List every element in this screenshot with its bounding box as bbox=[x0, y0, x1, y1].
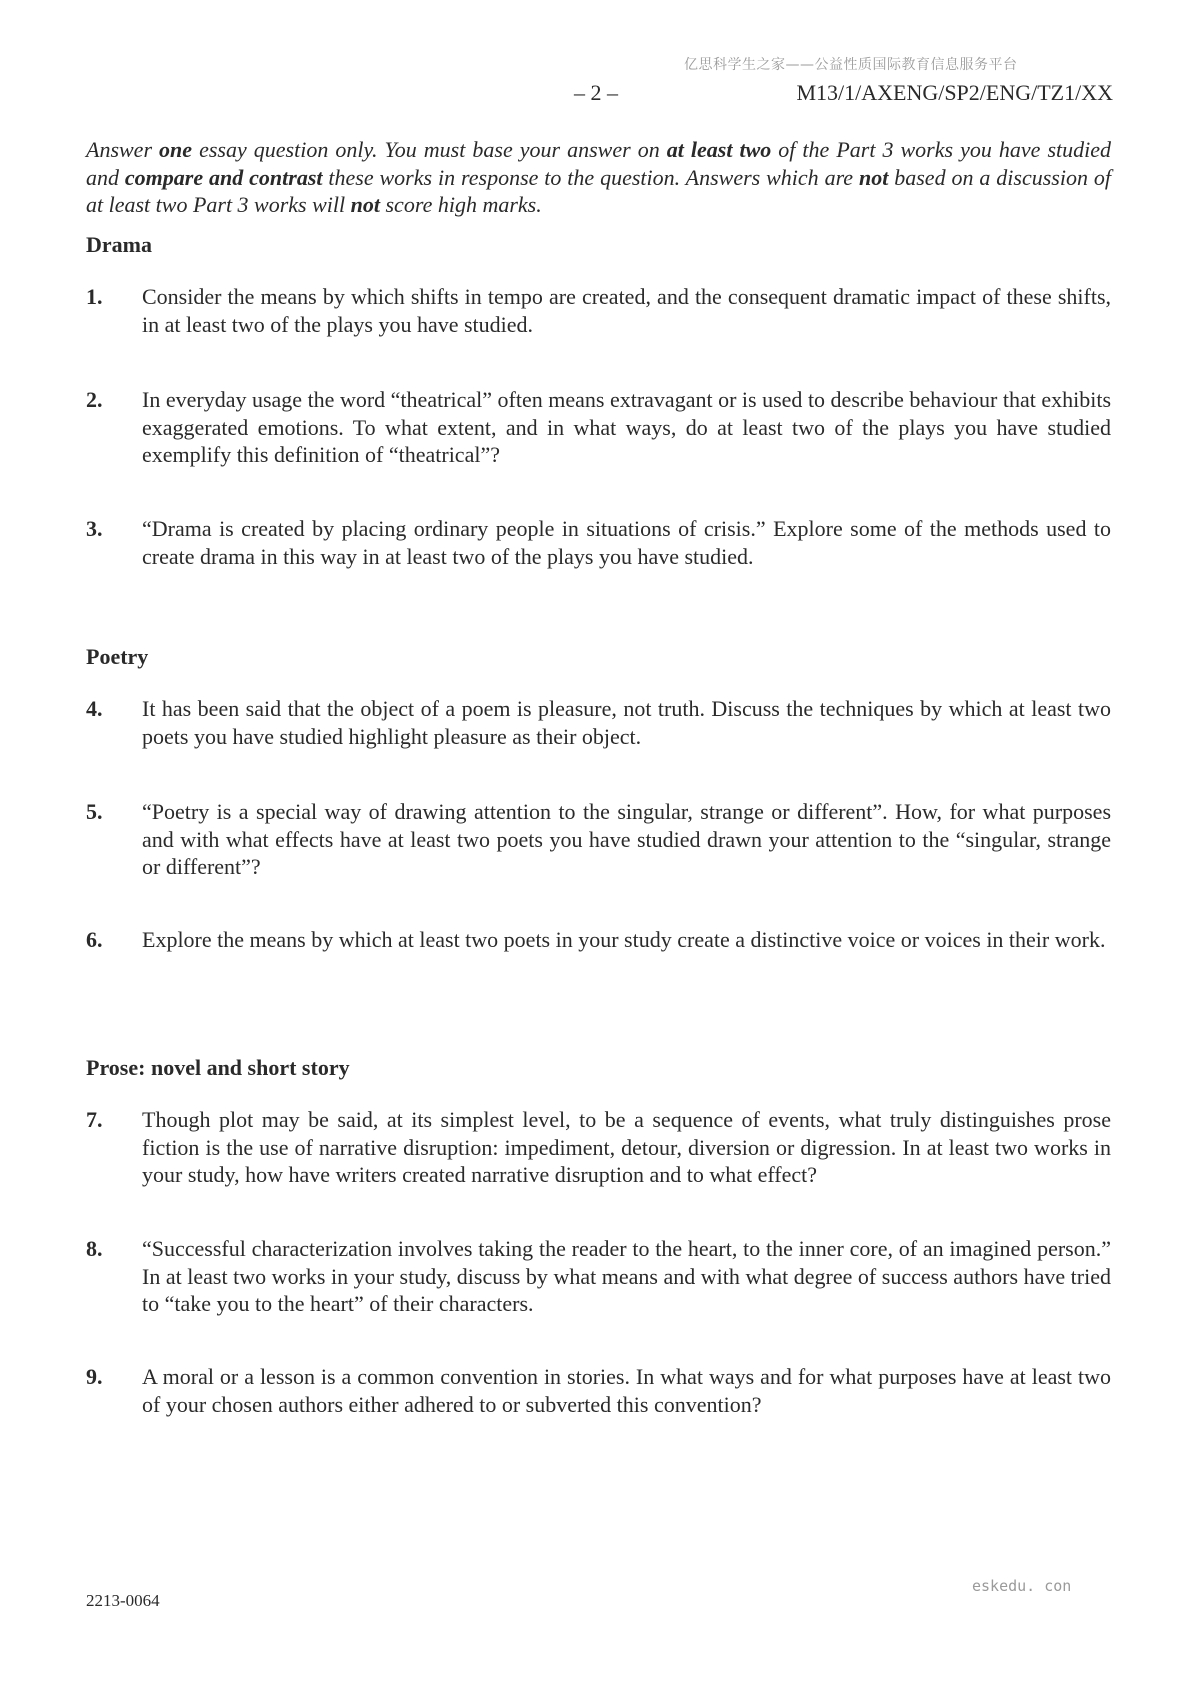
question-8 bbox=[86, 1235, 1111, 1318]
section-heading-poetry: Poetry bbox=[86, 644, 149, 669]
footer-watermark: eskedu. con bbox=[972, 1577, 1072, 1595]
question-3 bbox=[86, 515, 1111, 570]
question-text: “Drama is created by placing ordinary people in situations of crisis.” Explore some of the methods used to create drama in this way in at least two of the plays you have studied. bbox=[142, 516, 1111, 569]
question-5 bbox=[86, 798, 1111, 881]
section-heading-prose: Prose: novel and short story bbox=[86, 1055, 350, 1080]
header-watermark: 亿思科学生之家——公益性质国际教育信息服务平台 bbox=[684, 57, 1018, 73]
question-text: “Poetry is a special way of drawing attention to the singular, strange or different”. How, for what purposes and with what effects have at least two poets you have studied drawn your attention to the “singular, strange or different”? bbox=[142, 799, 1111, 879]
question-number: 5. bbox=[86, 799, 103, 824]
question-number: 3. bbox=[86, 516, 103, 541]
instructions: Answer one essay question only. You must base your answer on at least two of the Part 3 works you have studied and compare and contrast these works in response to the question. Answers which are not based on a discussion of at least two Part 3 works will not score high marks. bbox=[86, 137, 1112, 217]
question-2 bbox=[86, 386, 1111, 469]
question-text: Consider the means by which shifts in tempo are created, and the consequent dramatic impact of these shifts, in at least two of the plays you have studied. bbox=[142, 284, 1111, 337]
question-number: 4. bbox=[86, 696, 103, 721]
question-text: It has been said that the object of a poem is pleasure, not truth. Discuss the techniques by which at least two poets you have studied highlight pleasure as their object. bbox=[142, 696, 1111, 749]
question-number: 2. bbox=[86, 387, 103, 412]
question-text: “Successful characterization involves taking the reader to the heart, to the inner core, of an imagined person.” In at least two works in your study, discuss by what means and with what degree of success authors have tried to “take you to the heart” of their characters. bbox=[142, 1236, 1111, 1316]
question-text: Though plot may be said, at its simplest level, to be a sequence of events, what truly distinguishes prose fiction is the use of narrative disruption: impediment, detour, diversion or digression. In at least two works in your study, how have writers created narrative disruption and to what effect? bbox=[142, 1107, 1111, 1187]
footer-code: 2213-0064 bbox=[86, 1591, 160, 1610]
question-number: 7. bbox=[86, 1107, 103, 1132]
question-7 bbox=[86, 1106, 1111, 1189]
question-1 bbox=[86, 283, 1111, 338]
page-number: – 2 – bbox=[574, 80, 618, 105]
paper-code: M13/1/AXENG/SP2/ENG/TZ1/XX bbox=[796, 80, 1113, 105]
question-9 bbox=[86, 1363, 1111, 1418]
question-4 bbox=[86, 695, 1111, 750]
question-number: 8. bbox=[86, 1236, 103, 1261]
question-number: 6. bbox=[86, 927, 103, 952]
section-heading-drama: Drama bbox=[86, 232, 152, 257]
question-6 bbox=[86, 926, 1111, 954]
question-text: In everyday usage the word “theatrical” often means extravagant or is used to describe behaviour that exhibits exaggerated emotions. To what extent, and in what ways, do at least two of the plays you have studied exemplify this definition of “theatrical”? bbox=[142, 387, 1111, 467]
question-number: 1. bbox=[86, 284, 103, 309]
question-number: 9. bbox=[86, 1364, 103, 1389]
question-text: A moral or a lesson is a common convention in stories. In what ways and for what purposes have at least two of your chosen authors either adhered to or subverted this convention? bbox=[142, 1364, 1111, 1417]
question-text: Explore the means by which at least two poets in your study create a distinctive voice or voices in their work. bbox=[142, 927, 1106, 952]
